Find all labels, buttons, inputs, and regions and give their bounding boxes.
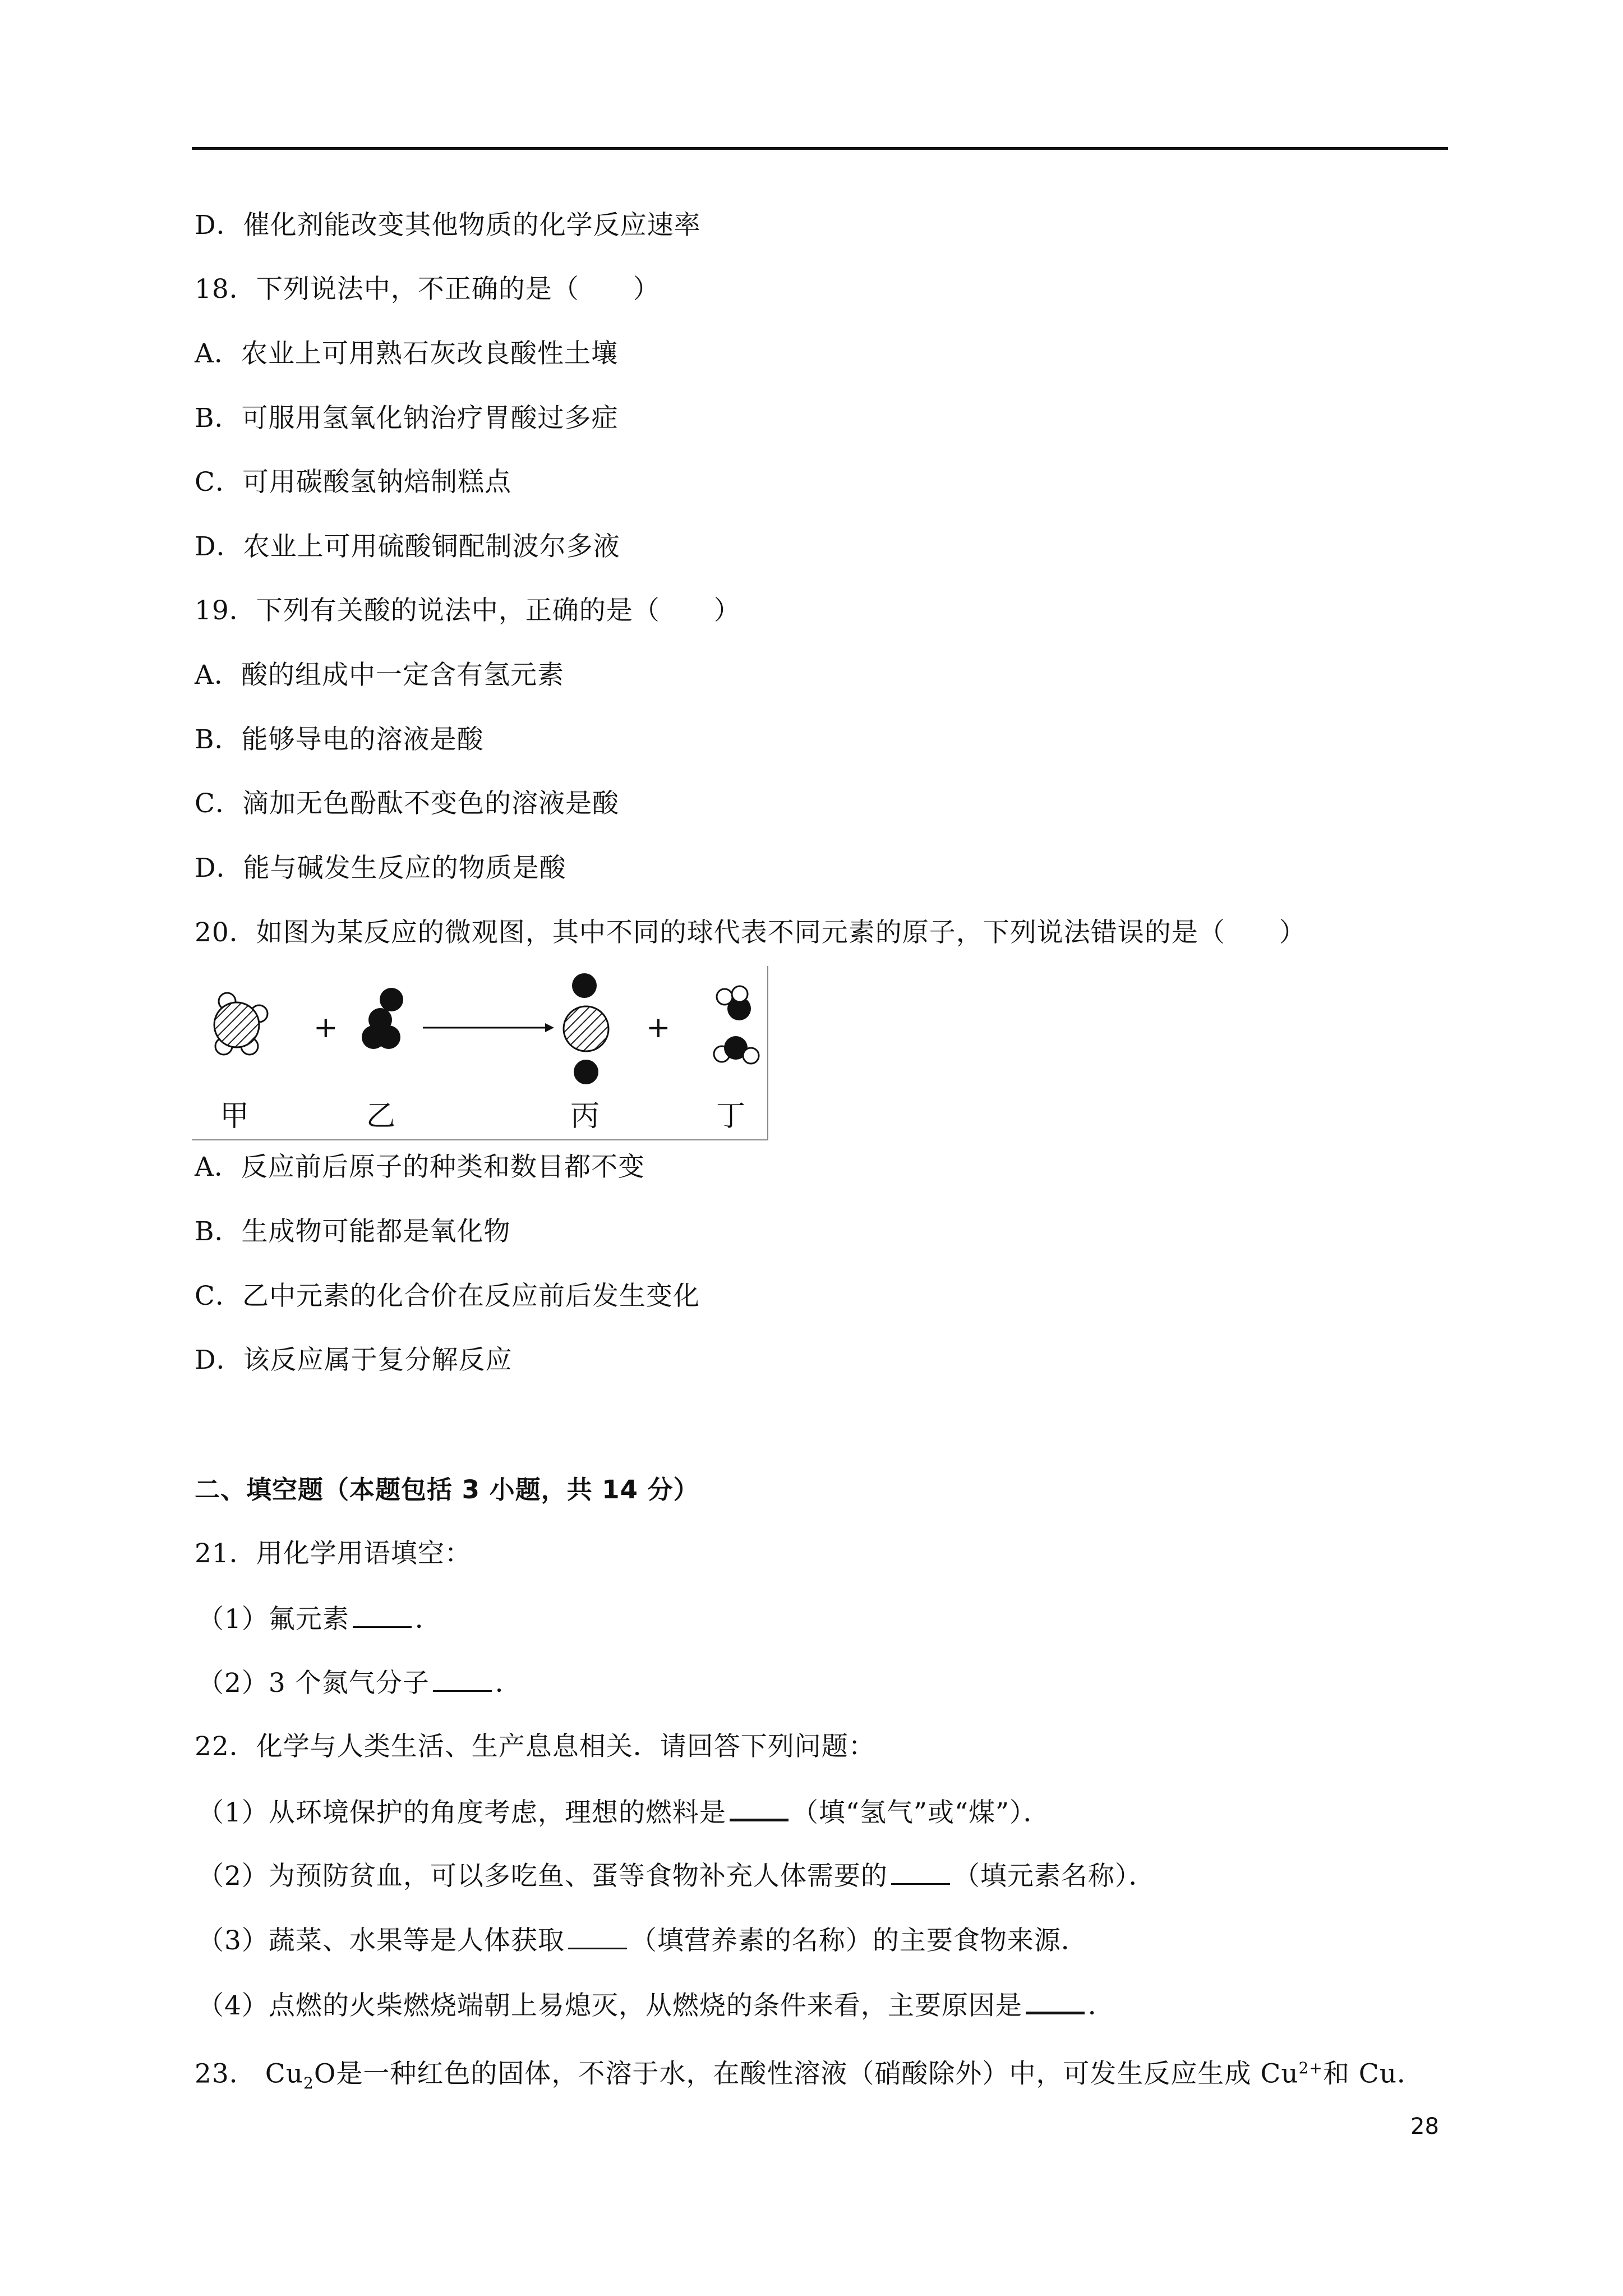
answer-blank	[568, 1923, 627, 1949]
page-number: 28	[1410, 2114, 1439, 2139]
q19-option-b: B．能够导电的溶液是酸	[195, 724, 484, 755]
molecule-jia	[214, 993, 268, 1055]
q20-option-c: C．乙中元素的化合价在反应前后发生变化	[195, 1281, 700, 1312]
answer-blank	[891, 1858, 950, 1885]
plus-sign-2: +	[646, 1011, 671, 1045]
q18-option-a: A．农业上可用熟石灰改良酸性土壤	[195, 338, 618, 369]
q18-option-b: B．可服用氢氧化钠治疗胃酸过多症	[195, 403, 619, 434]
label-yi: 乙	[366, 1099, 396, 1133]
header-rule	[192, 147, 1448, 150]
q22-part-3: （3）蔬菜、水果等是人体获取 （填营养素的名称）的主要食物来源．	[197, 1923, 1088, 1958]
q21-stem: 21．用化学用语填空：	[195, 1538, 472, 1569]
answer-blank	[353, 1602, 412, 1628]
q18-option-c: C．可用碳酸氢钠焙制糕点	[195, 467, 511, 498]
q22-part-2: （2）为预防贫血，可以多吃鱼、蛋等食物补充人体需要的 （填元素名称）．	[197, 1858, 1155, 1893]
q19-option-d: D．能与碱发生反应的物质是酸	[195, 853, 566, 884]
q21-part-1: （1）氟元素 ．	[197, 1602, 442, 1636]
molecule-yi	[362, 988, 403, 1049]
molecule-bing	[564, 973, 608, 1084]
answer-blank	[433, 1665, 492, 1692]
q18-stem: 18．下列说法中，不正确的是（ ）	[195, 274, 660, 305]
q17-option-d: D．催化剂能改变其他物质的化学反应速率	[195, 210, 701, 241]
section-heading: 二、填空题（本题包括 3 小题，共 14 分）	[195, 1475, 699, 1504]
reaction-micro-diagram	[192, 966, 769, 1141]
q20-option-d: D．该反应属于复分解反应	[195, 1345, 513, 1375]
q20-option-a: A．反应前后原子的种类和数目都不变	[195, 1152, 645, 1182]
q20-stem: 20．如图为某反应的微观图，其中不同的球代表不同元素的原子，下列说法错误的是（ ）	[195, 917, 1306, 948]
q19-option-c: C．滴加无色酚酞不变色的溶液是酸	[195, 788, 619, 819]
molecule-ding	[714, 986, 759, 1064]
q21-part-2: （2）3 个氮气分子 ．	[197, 1665, 522, 1700]
q19-option-a: A．酸的组成中一定含有氢元素	[195, 660, 564, 691]
q20-option-b: B．生成物可能都是氧化物	[195, 1216, 511, 1247]
q18-option-d: D．农业上可用硫酸铜配制波尔多液	[195, 531, 620, 562]
label-bing: 丙	[570, 1099, 600, 1133]
q22-part-1: （1）从环境保护的角度考虑，理想的燃料是 （填“氢气”或“煤”）．	[197, 1794, 1050, 1830]
label-ding: 丁	[716, 1099, 746, 1133]
q22-stem: 22．化学与人类生活、生产息息相关．请回答下列问题：	[195, 1731, 875, 1762]
q23-stem: 23． $Cu_2O$是一种红色的固体，不溶于水，在酸性溶液（硝酸除外）中，可发生反应生成 $Cu^{2+}$和 Cu．	[195, 2058, 1424, 2093]
answer-blank	[1026, 1987, 1085, 2014]
answer-blank	[730, 1794, 789, 1821]
label-jia: 甲	[220, 1099, 250, 1133]
q19-stem: 19．下列有关酸的说法中，正确的是（ ）	[195, 595, 741, 626]
plus-sign-1: +	[313, 1011, 338, 1045]
q22-part-4: （4）点燃的火柴燃烧端朝上易熄灭，从燃烧的条件来看，主要原因是 ．	[197, 1987, 1115, 2023]
